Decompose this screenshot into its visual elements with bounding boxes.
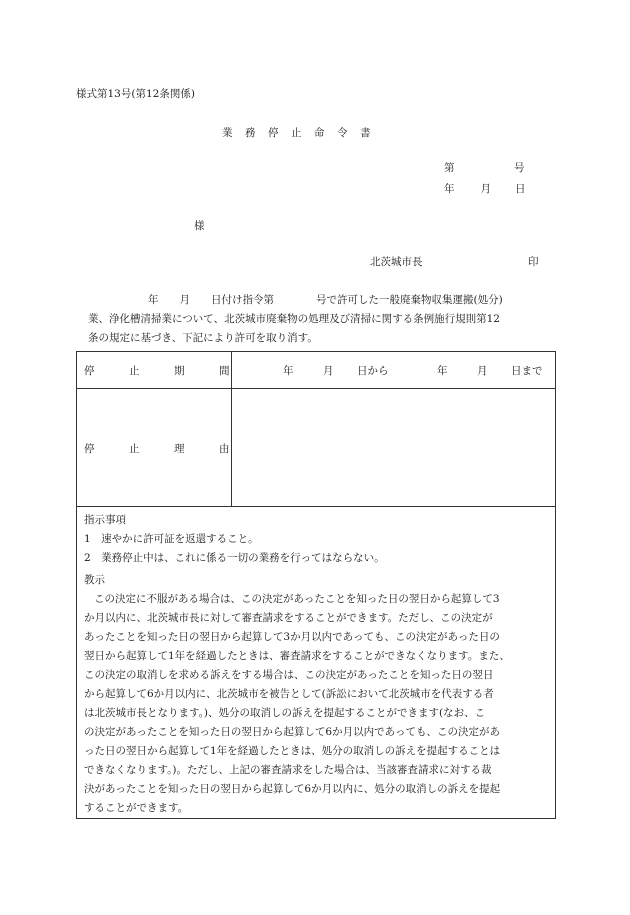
table-divider [77, 388, 555, 389]
table-column-divider [231, 352, 232, 506]
notice-line: は北茨城市長となります。)、処分の取消しの訴えを提起することができます(なお、こ [84, 707, 486, 719]
notice-heading: 教示 [84, 574, 105, 586]
order-table [76, 351, 556, 819]
notice-line: った日の翌日から起算して1年を経過したときは、処分の取消しの訴えを提起することは [84, 745, 501, 757]
date-year-label: 年 [444, 183, 455, 195]
document-number-suffix: 号 [514, 162, 525, 174]
suspension-period-label: 停 止 期 間 [84, 365, 230, 377]
table-divider [77, 506, 555, 507]
date-month-label: 月 [480, 183, 491, 195]
suspension-period-value: 年 月 日から 年 月 日まで [283, 365, 543, 377]
issuer-name: 北茨城市長 [370, 256, 423, 268]
intro-line: 条の規定に基づき、下記により許可を取り消す。 [88, 332, 318, 344]
notice-line: 翌日から起算して1年を経過したときは、審査請求をすることができなくなります。また、 [84, 650, 510, 662]
document-number-prefix: 第 [444, 162, 455, 174]
form-number: 様式第13号(第12条関係) [76, 88, 195, 100]
notice-line: できなくなります。)。ただし、上記の審査請求をした場合は、当該審査請求に対する裁 [84, 764, 492, 776]
notice-line: から起算して6か月以内に、北茨城市を被告として(訴訟において北茨城市を代表する者 [84, 688, 494, 700]
notice-line: 決があったことを知った日の翌日から起算して6か月以内に、処分の取消しの訴えを提起 [84, 783, 501, 795]
notice-line: か月以内に、北茨城市長に対して審査請求をすることができます。ただし、この決定が [84, 612, 493, 624]
instruction-item: 1 速やかに許可証を返還すること。 [84, 533, 259, 545]
addressee-suffix: 様 [194, 220, 205, 232]
seal-mark: 印 [528, 256, 539, 268]
instructions-heading: 指示事項 [84, 514, 126, 526]
document-title: 業務停止命令書 [222, 127, 383, 139]
notice-line: の決定があったことを知った日の翌日から起算して6か月以内であっても、この決定があ [84, 726, 500, 738]
notice-line: することができます。 [84, 802, 189, 814]
date-day-label: 日 [515, 183, 526, 195]
suspension-reason-label: 停 止 理 由 [84, 443, 230, 455]
intro-line: 年 月 日付け指令第 号で許可した一般廃棄物収集運搬(処分) [148, 294, 503, 306]
intro-line: 業、浄化槽清掃業について、北茨城市廃棄物の処理及び清掃に関する条例施行規則第12 [88, 313, 500, 325]
notice-line: この決定に不服がある場合は、この決定があったことを知った日の翌日から起算して3 [94, 593, 500, 605]
instructions-section [84, 511, 385, 568]
instruction-item: 2 業務停止中は、これに係る一切の業務を行ってはならない。 [84, 552, 385, 564]
notice-line: あったことを知った日の翌日から起算して3か月以内であっても、この決定があった日の [84, 631, 500, 643]
appeal-notice-section [84, 571, 510, 818]
notice-line: この決定の取消しを求める訴えをする場合は、この決定があったことを知った日の翌日 [84, 669, 494, 681]
intro-paragraph [78, 291, 558, 348]
issue-date [444, 181, 526, 196]
